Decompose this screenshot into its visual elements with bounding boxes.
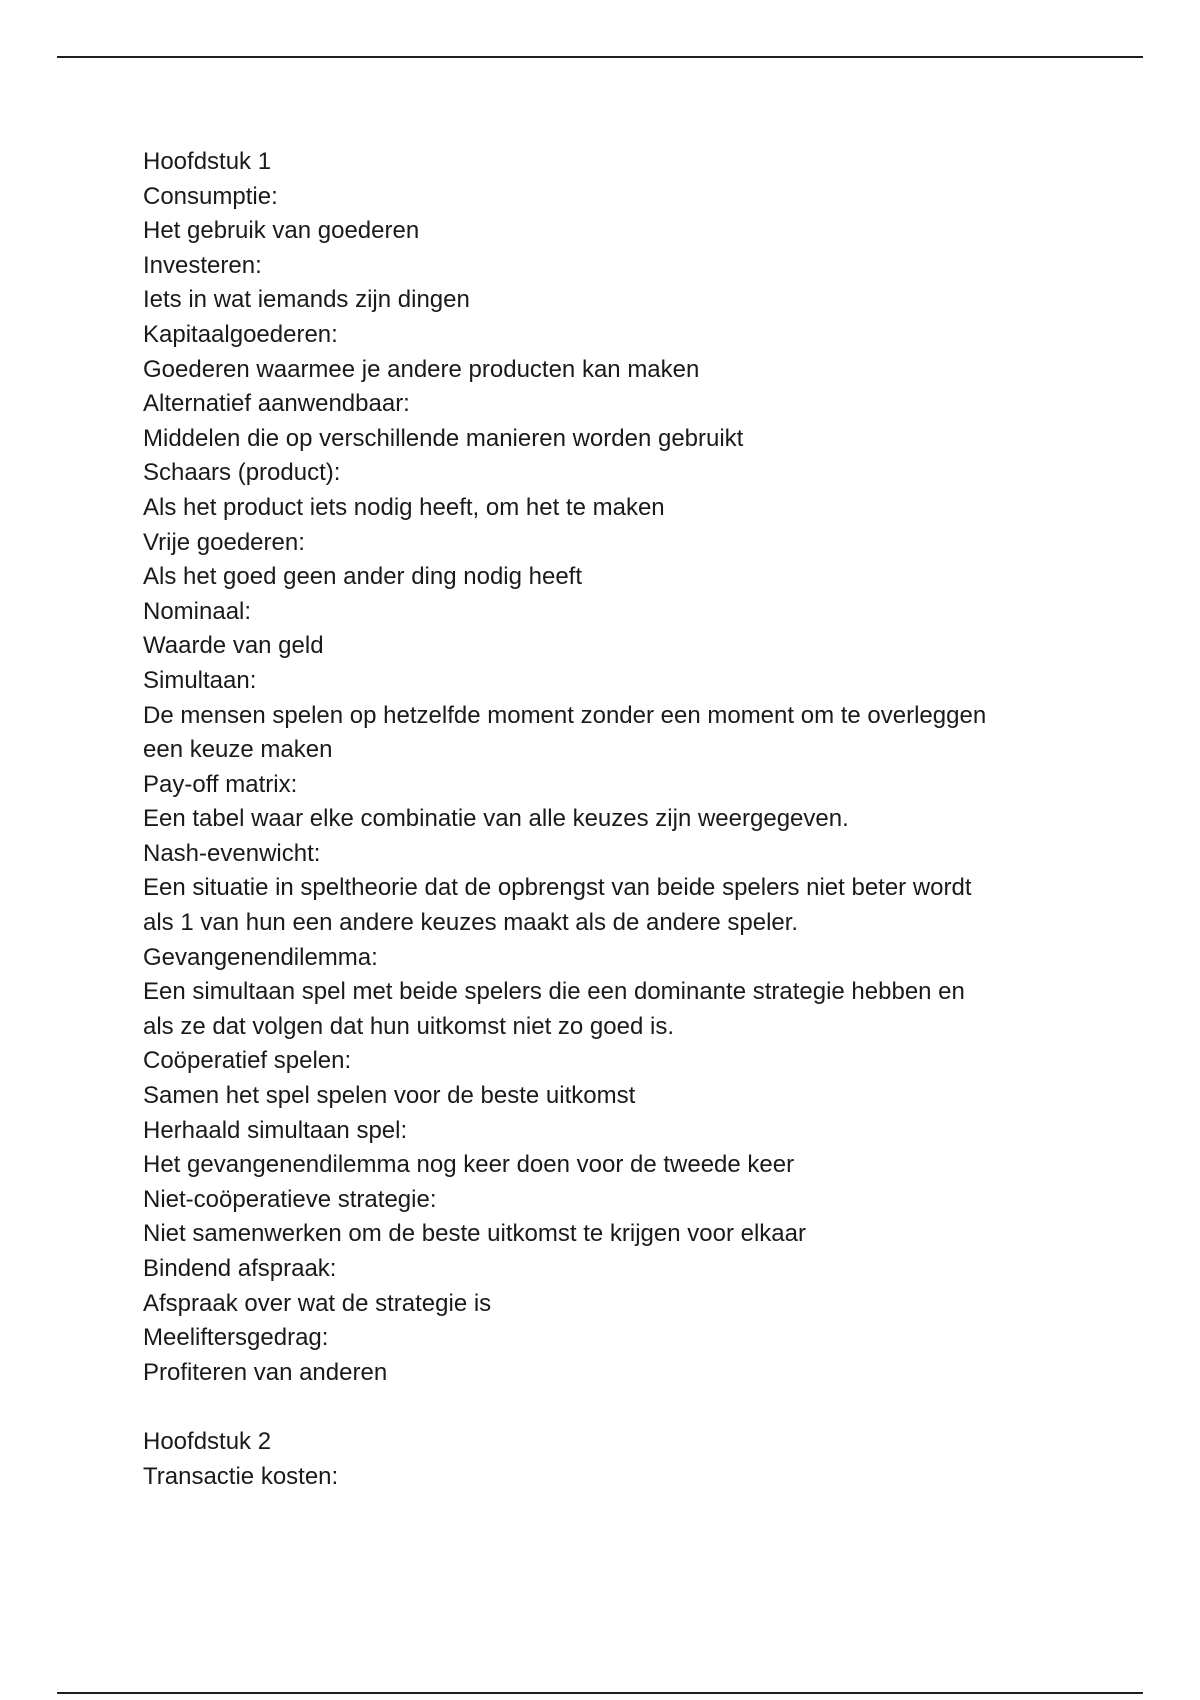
definition-vrije-goederen: Als het goed geen ander ding nodig heeft	[143, 563, 583, 591]
term-gevangenendilemma: Gevangenendilemma:	[143, 943, 378, 971]
definition-nash-evenwicht-line-2: als 1 van hun een andere keuzes maakt als de andere speler.	[143, 909, 799, 937]
definition-consumptie: Het gebruik van goederen	[143, 217, 420, 245]
definition-simultaan-line-1: De mensen spelen op hetzelfde moment zonder een moment om te overleggen	[143, 701, 987, 729]
definition-kapitaalgoederen: Goederen waarmee je andere producten kan maken	[143, 355, 700, 383]
definition-cooperatief-spelen: Samen het spel spelen voor de beste uitkomst	[143, 1082, 636, 1110]
term-niet-cooperatieve-strategie: Niet-coöperatieve strategie:	[143, 1185, 437, 1213]
term-meeliftersgedrag: Meeliftersgedrag:	[143, 1324, 329, 1352]
term-alternatief-aanwendbaar: Alternatief aanwendbaar:	[143, 390, 410, 418]
document-body	[143, 145, 1083, 1494]
term-bindend-afspraak: Bindend afspraak:	[143, 1255, 337, 1282]
term-nash-evenwicht: Nash-evenwicht:	[143, 839, 321, 867]
term-kapitaalgoederen: Kapitaalgoederen:	[143, 320, 338, 348]
definition-nominaal: Waarde van geld	[143, 632, 324, 660]
definition-meeliftersgedrag: Profiteren van anderen	[143, 1358, 388, 1386]
footer-rule	[57, 1692, 1143, 1694]
term-herhaald-simultaan-spel: Herhaald simultaan spel:	[143, 1116, 408, 1144]
definition-nash-evenwicht-line-1: Een situatie in speltheorie dat de opbrengst van beide spelers niet beter wordt	[143, 874, 972, 902]
section-spacer	[143, 1390, 1083, 1425]
chapter-2-heading: Hoofdstuk 2	[143, 1427, 272, 1455]
term-investeren: Investeren:	[143, 251, 262, 279]
header-rule	[57, 56, 1143, 58]
definition-herhaald-simultaan-spel: Het gevangenendilemma nog keer doen voor de tweede keer	[143, 1151, 795, 1179]
term-transactie-kosten: Transactie kosten:	[143, 1462, 339, 1490]
definition-bindend-afspraak: Afspraak over wat de strategie is	[143, 1289, 492, 1317]
definition-alternatief-aanwendbaar: Middelen die op verschillende manieren worden gebruikt	[143, 424, 744, 452]
term-consumptie: Consumptie:	[143, 182, 278, 210]
term-pay-off-matrix: Pay-off matrix:	[143, 770, 298, 798]
term-cooperatief-spelen: Coöperatief spelen:	[143, 1047, 352, 1075]
definition-niet-cooperatieve-strategie: Niet samenwerken om de beste uitkomst te krijgen voor elkaar	[143, 1220, 806, 1248]
term-nominaal: Nominaal:	[143, 597, 252, 625]
chapter-1-heading: Hoofdstuk 1	[143, 148, 272, 175]
term-schaars: Schaars (product):	[143, 459, 341, 487]
definition-simultaan-line-2: een keuze maken	[143, 736, 333, 764]
definition-pay-off-matrix: Een tabel waar elke combinatie van alle keuzes zijn weergegeven.	[143, 805, 849, 833]
definition-gevangenendilemma-line-2: als ze dat volgen dat hun uitkomst niet zo goed is.	[143, 1012, 674, 1040]
definition-investeren: Iets in wat iemands zijn dingen	[143, 286, 470, 314]
definition-gevangenendilemma-line-1: Een simultaan spel met beide spelers die een dominante strategie hebben en	[143, 978, 965, 1006]
term-vrije-goederen: Vrije goederen:	[143, 528, 305, 556]
term-simultaan: Simultaan:	[143, 666, 257, 694]
definition-schaars: Als het product iets nodig heeft, om het te maken	[143, 493, 665, 521]
